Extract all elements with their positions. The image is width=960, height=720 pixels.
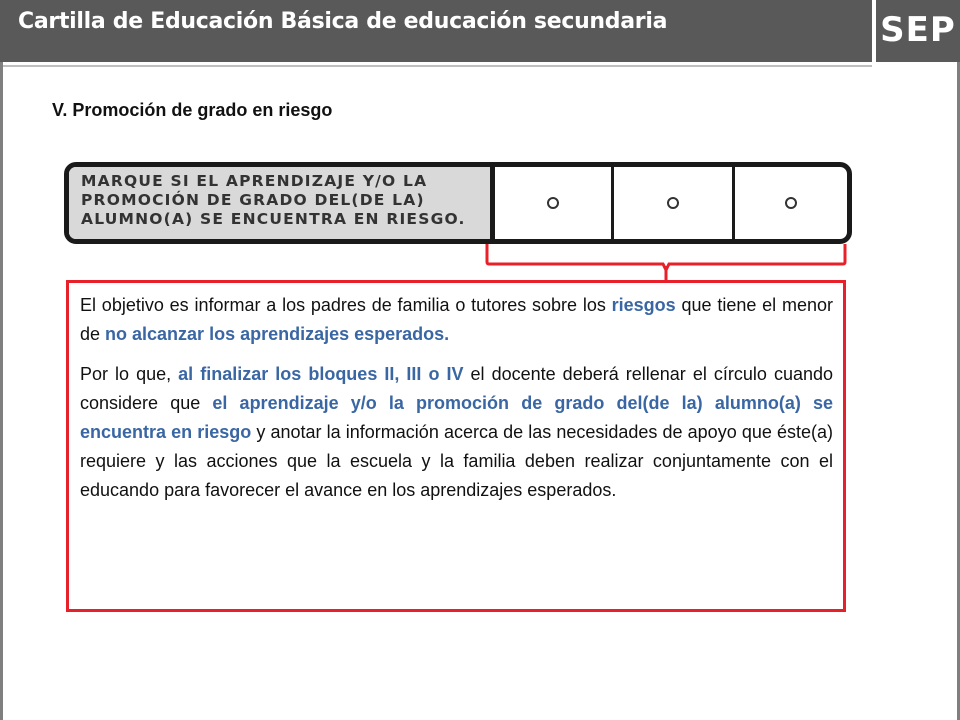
p2-highlight-bloques: al finalizar los bloques II, III o IV xyxy=(178,364,464,384)
info-paragraph-1 xyxy=(80,291,833,349)
info-paragraph-2 xyxy=(80,360,833,505)
sep-logo-text: SEP xyxy=(880,10,956,50)
p1-highlight-riesgos: riesgos xyxy=(611,295,676,315)
section-title: V. Promoción de grado en riesgo xyxy=(52,100,333,120)
form-label-line-1: MARQUE SI EL APRENDIZAJE Y/O LA xyxy=(81,172,428,190)
p2-text-c: el docente deberá rellenar el círculo cuando considere que xyxy=(80,364,833,413)
info-box xyxy=(66,280,846,612)
form-label-line-2: PROMOCIÓN DE GRADO DEL(DE LA) xyxy=(81,191,425,209)
header-title: Cartilla de Educación Básica de educación secundaria xyxy=(18,9,668,34)
p1-text-a: El objetivo es informar a los padres de familia o tutores sobre los xyxy=(80,295,612,315)
p2-text-a: Por lo que, xyxy=(80,364,179,384)
p1-text-c: que tiene el menor de xyxy=(80,295,833,344)
p2-text-e: y anotar la información acerca de las necesidades de apoyo que éste(a) requiere y las acciones que la escuela y la familia deben realizar conjuntamente con el educando para favorecer el avance en los aprendizajes esperados. xyxy=(80,422,833,500)
form-label-line-3: ALUMNO(A) SE ENCUENTRA EN RIESGO. xyxy=(81,210,466,228)
p2-highlight-riesgo: el aprendizaje y/o la promoción de grado del(de la) alumno(a) se encuentra en riesgo xyxy=(80,393,833,442)
p1-highlight-aprendizajes: no alcanzar los aprendizajes esperados. xyxy=(105,324,450,344)
